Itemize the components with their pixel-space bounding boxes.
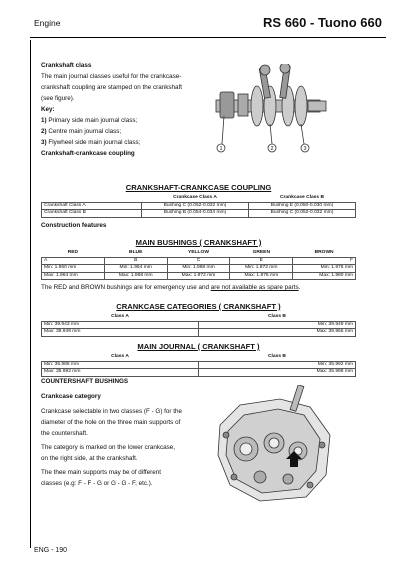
journal-header-b: Class B (268, 354, 286, 360)
journal-header-a: Class A (111, 354, 129, 360)
categories-header-a: Class A (111, 314, 129, 320)
coupling-header-b: Crankcase Class B (279, 195, 325, 201)
table-row: Min: 35.986 mm Min: 35.992 mm (42, 361, 356, 368)
table-row: Min: 39.943 mm Min: 39.949 mm (42, 321, 356, 328)
coupling-section (41, 183, 356, 231)
countershaft-subtitle: Crankcase category (41, 393, 101, 400)
header-rule (30, 37, 386, 38)
construction-label: Construction features (41, 221, 107, 229)
bushing-header-red: RED (67, 250, 79, 256)
table-row: A B C E F (42, 257, 356, 264)
countershaft-paragraph-1: Crankcase selectable in two classes (F - G) for the diameter of the hole on the three main supports of the countershaft. (41, 408, 183, 437)
crankshaft-class-title: Crankshaft class (41, 62, 92, 69)
countershaft-paragraph-3: The thee main supports may be of different classes (e.g: F - F - G or G - G - F, etc.). (41, 469, 161, 487)
bushings-title: MAIN BUSHINGS ( CRANKSHAFT ) (135, 238, 262, 247)
coupling-label: Crankshaft-crankcase coupling (41, 150, 135, 157)
intro-line-2: crankshaft coupling are stamped on the crankshaft (41, 84, 183, 91)
table-row: Max: 1.964 mm Max: 1.968 mm Max: 1.972 mm Max: 1.976 mm Max: 1.980 mm (42, 272, 356, 279)
header-section-name: Engine (34, 18, 61, 28)
figure-label-1: 1 (219, 146, 223, 152)
key-title: Key: (41, 106, 55, 113)
key-item-1: 1) Primary side main journal class; (41, 117, 138, 124)
coupling-header-blank (42, 195, 142, 202)
header-model-title: RS 660 - Tuono 660 (263, 15, 382, 30)
categories-title: CRANKCASE CATEGORIES ( CRANKSHAFT ) (116, 302, 281, 311)
categories-header-b: Class B (268, 314, 286, 320)
left-margin-rule (30, 40, 31, 548)
table-row: Min: 1.960 mm Min: 1.964 mm Min: 1.968 mm Min: 1.972 mm Min: 1.976 mm (42, 265, 356, 272)
key-item-2: 2) Centre main journal class; (41, 128, 122, 135)
bushings-section (41, 238, 356, 293)
intro-line-1: The main journal classes useful for the crankcase- (41, 73, 182, 80)
bushing-header-green: GREEN (252, 250, 270, 256)
coupling-table (41, 195, 356, 218)
key-item-3: 3) Flywheel side main journal class; (41, 139, 141, 146)
journal-table (41, 354, 356, 377)
journal-title: MAIN JOURNAL ( CRANKSHAFT ) (137, 342, 260, 351)
bushings-note: The RED and BROWN bushings are for emergency use and are not available as spare parts. (41, 283, 301, 291)
bushing-header-yellow: YELLOW (188, 250, 209, 256)
coupling-title: CRANKSHAFT-CRANKCASE COUPLING (125, 183, 272, 192)
figure-label-3: 3 (303, 146, 307, 152)
table-row: Max: 35.992 mm Max: 35.998 mm (42, 369, 356, 376)
countershaft-paragraph-2: The category is marked on the lower crankcase, on the right side, at the crankshaft. (41, 444, 176, 462)
intro-line-3: (see figure). (41, 95, 75, 102)
table-row: Max: 39.949 mm Max: 39.955 mm (42, 329, 356, 336)
page-number: ENG - 190 (34, 547, 68, 554)
journal-section (41, 342, 356, 377)
table-row: Crankshaft Class B Bushing B (0.054-0.034 mm) Bushing C (0.052-0.032 mm) (42, 210, 356, 217)
countershaft-title: COUNTERSHAFT BUSHINGS (41, 378, 129, 385)
bushing-header-brown: BROWN (314, 250, 334, 256)
crankshaft-figure (212, 64, 330, 164)
figure-label-2: 2 (270, 146, 274, 152)
categories-table (41, 314, 356, 337)
categories-section (41, 302, 356, 337)
bushing-header-blue: BLUE (129, 250, 143, 256)
bushings-table (41, 250, 356, 280)
table-row: Crankshaft Class A Bushing C (0.052-0.032 mm) Bushing E (0.050-0.030 mm) (42, 202, 356, 209)
coupling-header-a: Crankcase Class A (173, 195, 217, 201)
crankcase-figure (210, 385, 338, 505)
